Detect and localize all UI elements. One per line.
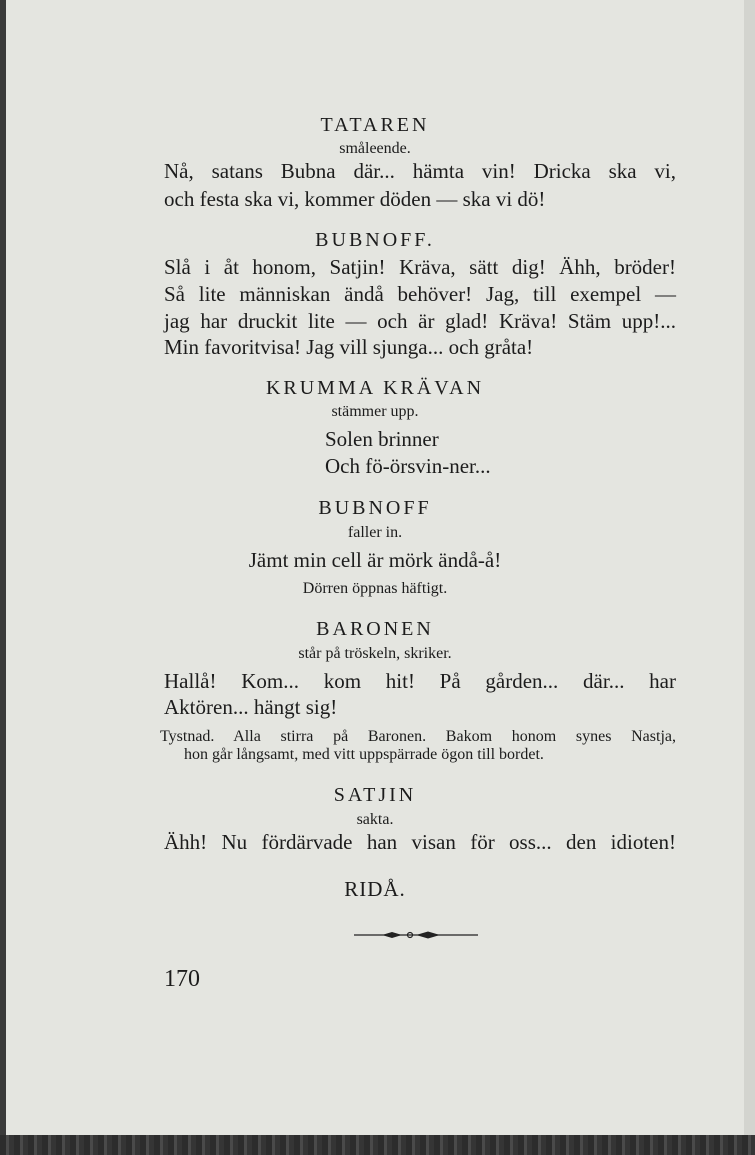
speaker-name: SATJIN [333, 784, 417, 806]
stage-direction: Tystnad. Alla stirra på Baronen. Bakom honom synes Nastja, [160, 728, 676, 745]
speaker-name: KRUMMA KRÄVAN [265, 377, 485, 399]
stage-direction: står på tröskeln, skriker. [298, 645, 452, 662]
speech-line: Nå, satans Bubna där... hämta vin! Dricka ska vi, [164, 159, 676, 183]
curtain-text: RIDÅ. [344, 877, 406, 901]
song-line: Solen brinner [325, 427, 439, 451]
page-number: 170 [164, 966, 200, 992]
speaker-name: BUBNOFF [318, 497, 432, 519]
speech-line: jag har druckit lite — och är glad! Kräva! Stäm upp!... [164, 309, 676, 333]
page-edge [744, 0, 755, 1135]
speech-line: Min favoritvisa! Jag vill sjunga... och gråta! [164, 335, 534, 359]
speech-line: Aktören... hängt sig! [164, 695, 338, 719]
stage-direction: faller in. [347, 524, 403, 541]
stage-direction: hon går långsamt, med vitt uppspärrade ögon till bordet. [184, 746, 544, 763]
speaker-name: TATAREN [320, 114, 430, 136]
stage-direction: sakta. [356, 811, 394, 828]
speaker-name: BUBNOFF. [315, 229, 435, 251]
stage-direction: småleende. [339, 140, 411, 157]
speech-line: Slå i åt honom, Satjin! Kräva, sätt dig! Ähh, bröder! [164, 255, 676, 279]
song-line: Och fö-örsvin-ner... [325, 454, 491, 478]
stage-direction: Dörren öppnas häftigt. [302, 580, 448, 597]
stage-direction: stämmer upp. [331, 403, 419, 420]
speech-line: Så lite människan ändå behöver! Jag, till exempel — [164, 282, 676, 306]
book-page [6, 0, 746, 1135]
ornament-divider [354, 929, 478, 941]
speech-line: och festa ska vi, kommer döden — ska vi dö! [164, 187, 546, 211]
speech-line: Ähh! Nu fördärvade han visan för oss... den idioten! [164, 830, 676, 854]
speaker-name: BARONEN [316, 618, 434, 640]
cover-edge [0, 1135, 755, 1155]
speech-line: Hallå! Kom... kom hit! På gården... där... har [164, 669, 676, 693]
speech-line: Jämt min cell är mörk ändå-å! [248, 548, 502, 572]
